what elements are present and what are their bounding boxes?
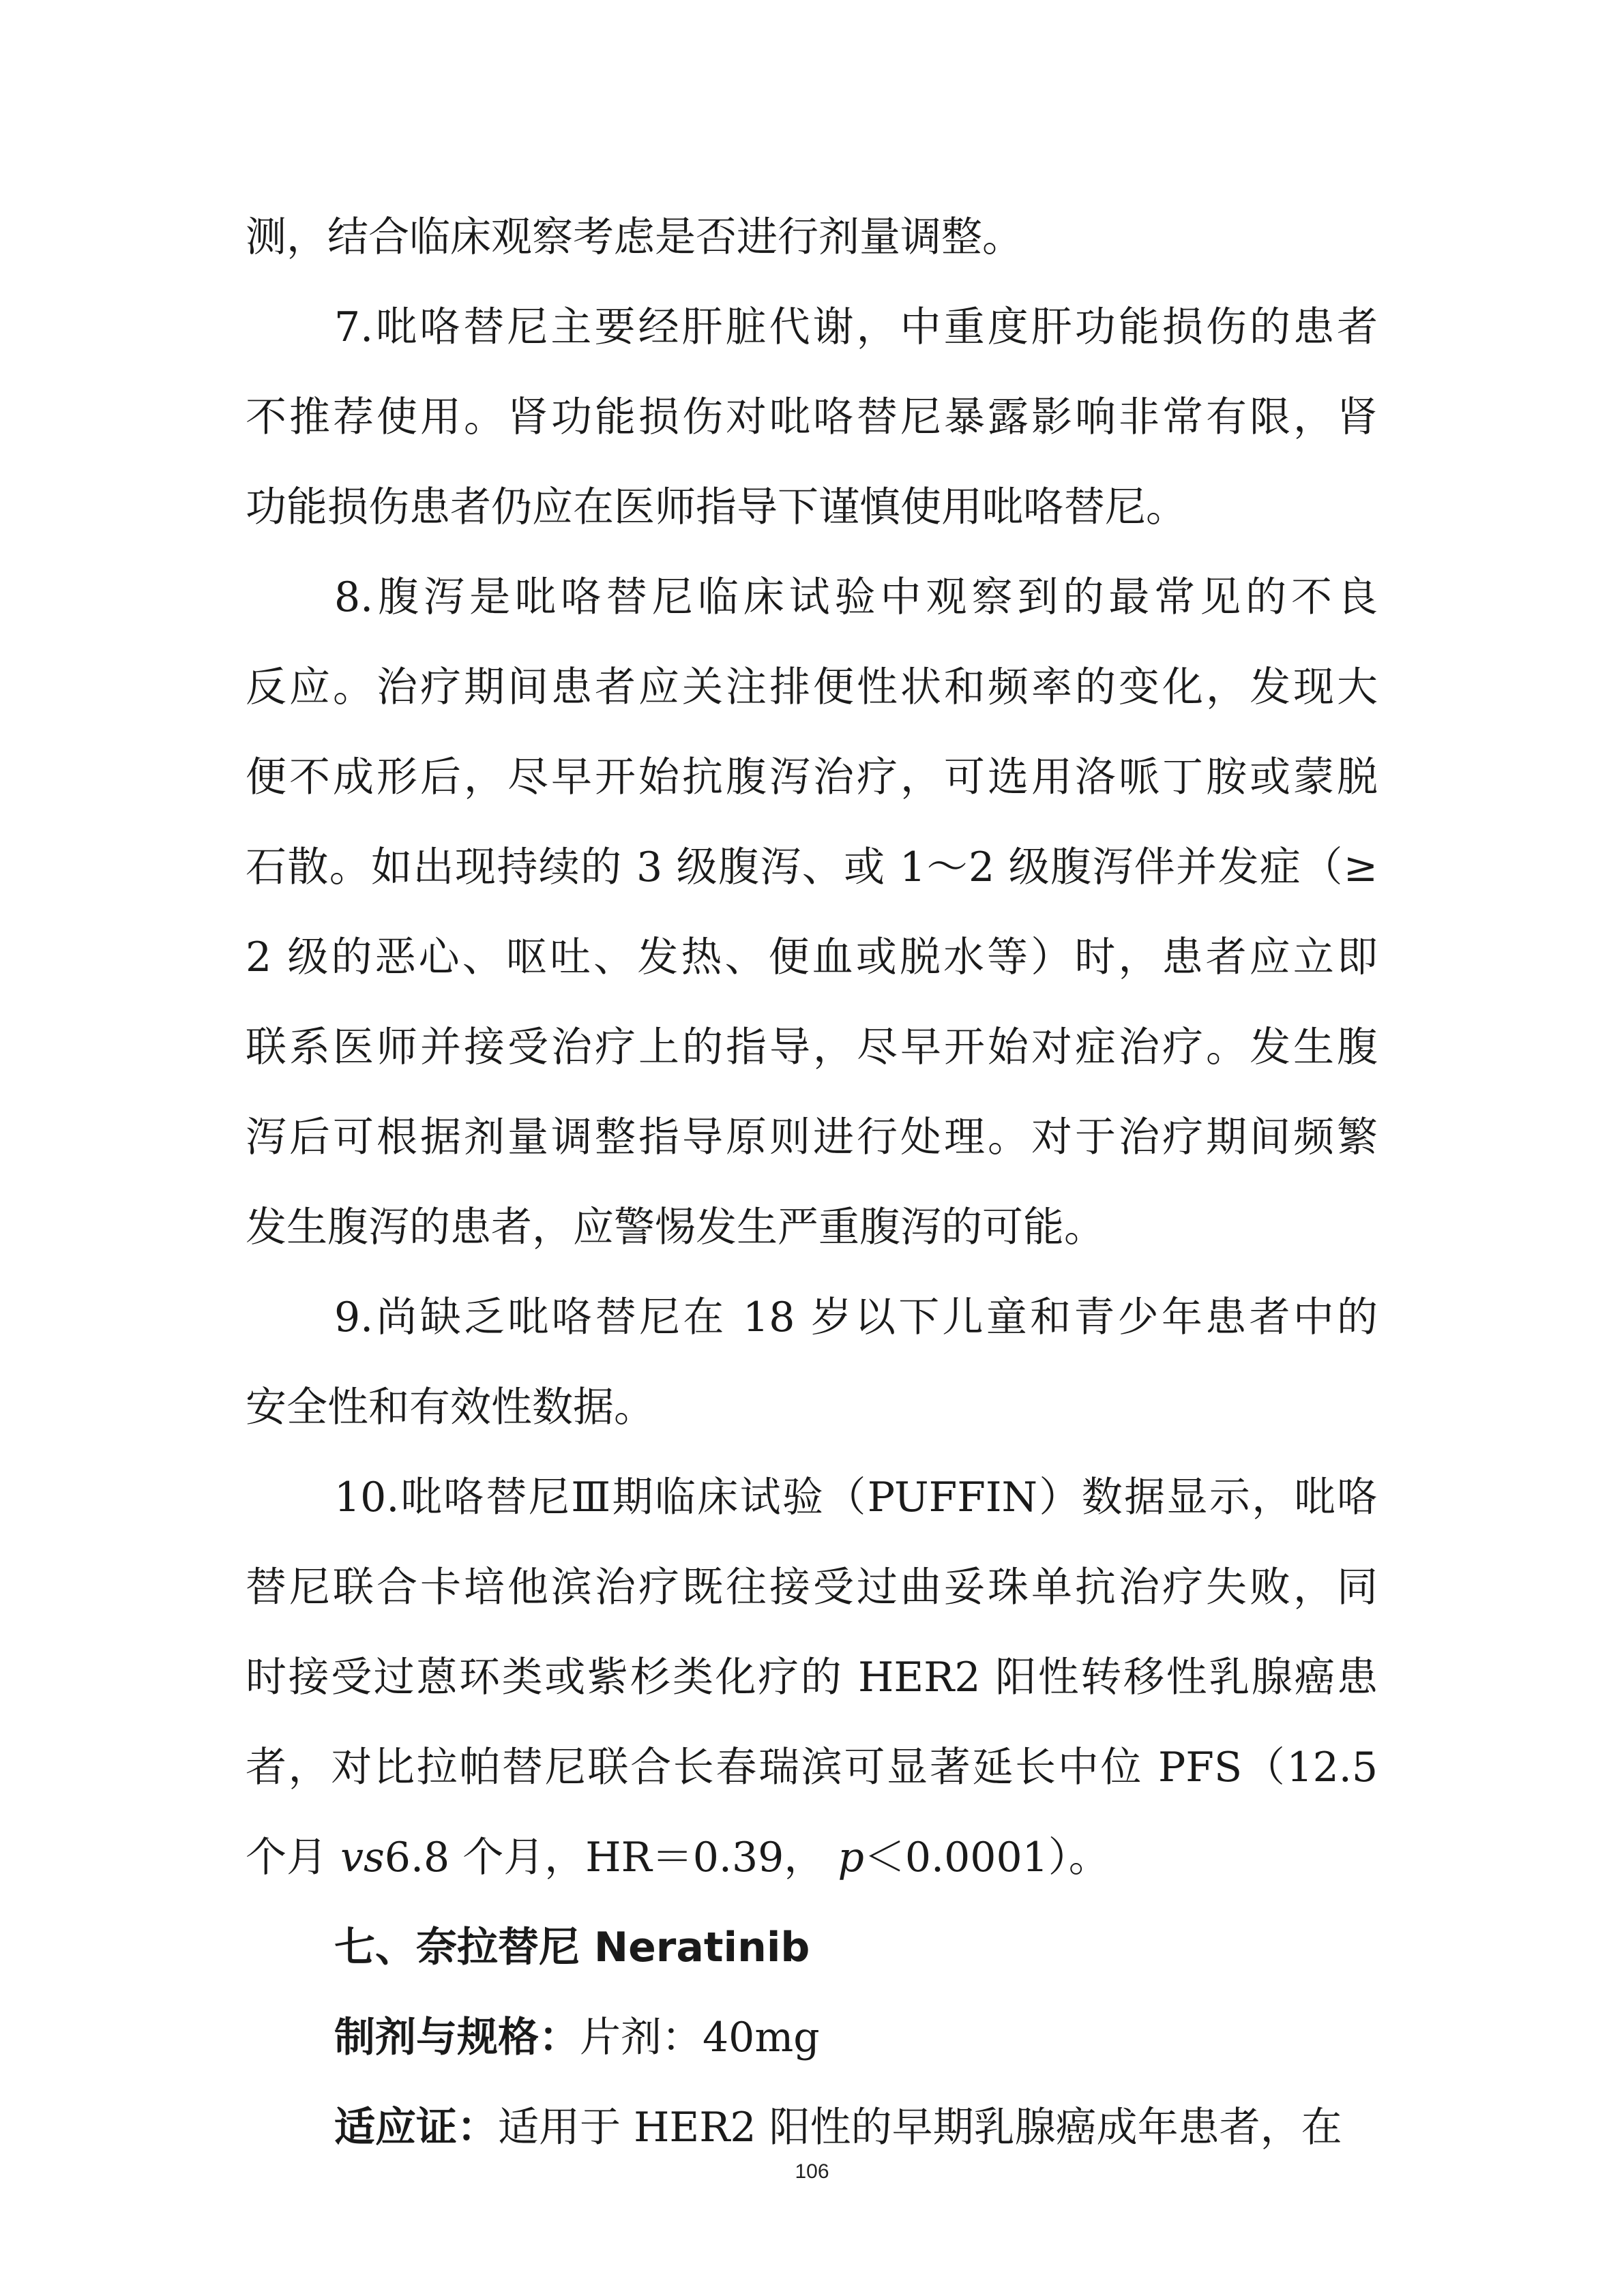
formulation-value: 片剂：40mg <box>580 2014 820 2061</box>
text-line: 9.尚缺乏吡咯替尼在 18 岁以下儿童和青少年患者中的 <box>334 1294 1378 1341</box>
indication-line <box>334 2100 1342 2155</box>
formulation-label: 制剂与规格： <box>334 2014 580 2061</box>
section-heading <box>334 1920 810 1975</box>
text-line: 8.腹泻是吡咯替尼临床试验中观察到的最常见的不良 <box>334 573 1378 621</box>
text-line: 时接受过蒽环类或紫杉类化疗的 HER2 阳性转移性乳腺癌患 <box>246 1654 1378 1701</box>
text-line: 发生腹泻的患者，应警惕发生严重腹泻的可能。 <box>246 1204 1105 1251</box>
page-number: 106 <box>795 2160 829 2183</box>
text-fragment: ＜0.0001）。 <box>863 1834 1110 1881</box>
indication-label: 适应证： <box>334 2104 498 2151</box>
text-fragment: 6.8 个月，HR＝0.39， <box>384 1834 838 1881</box>
text-line: 测，结合临床观察考虑是否进行剂量调整。 <box>246 213 1023 261</box>
text-line: 10.吡咯替尼Ⅲ期临床试验（PUFFIN）数据显示，吡咯 <box>334 1474 1378 1521</box>
text-line: 便不成形后，尽早开始抗腹泻治疗，可选用洛哌丁胺或蒙脱 <box>246 754 1378 801</box>
text-fragment: 个月 <box>246 1834 341 1881</box>
p-italic: p <box>838 1834 864 1881</box>
text-line: 2 级的恶心、呕吐、发热、便血或脱水等）时，患者应立即 <box>246 934 1378 981</box>
section-heading-text: 七、奈拉替尼 Neratinib <box>334 1924 810 1971</box>
indication-value: 适用于 HER2 阳性的早期乳腺癌成年患者，在 <box>498 2104 1342 2151</box>
text-line: 联系医师并接受治疗上的指导，尽早开始对症治疗。发生腹 <box>246 1024 1378 1071</box>
text-line: 石散。如出现持续的 3 级腹泻、或 1～2 级腹泻伴并发症（≥ <box>246 844 1378 891</box>
formulation-line <box>334 2010 820 2065</box>
text-line: 安全性和有效性数据。 <box>246 1384 655 1431</box>
text-line: 7.吡咯替尼主要经肝脏代谢，中重度肝功能损伤的患者 <box>334 303 1378 351</box>
text-line: 反应。治疗期间患者应关注排便性状和频率的变化，发现大 <box>246 664 1378 711</box>
text-line: 泻后可根据剂量调整指导原则进行处理。对于治疗期间频繁 <box>246 1114 1378 1161</box>
text-line <box>246 1830 1378 1885</box>
text-line: 替尼联合卡培他滨治疗既往接受过曲妥珠单抗治疗失败，同 <box>246 1564 1378 1611</box>
text-line: 不推荐使用。肾功能损伤对吡咯替尼暴露影响非常有限，肾 <box>246 393 1378 441</box>
vs-italic: vs <box>340 1834 385 1881</box>
text-line: 功能损伤患者仍应在医师指导下谨慎使用吡咯替尼。 <box>246 483 1187 531</box>
text-line: 者，对比拉帕替尼联合长春瑞滨可显著延长中位 PFS（12.5 <box>246 1744 1378 1791</box>
